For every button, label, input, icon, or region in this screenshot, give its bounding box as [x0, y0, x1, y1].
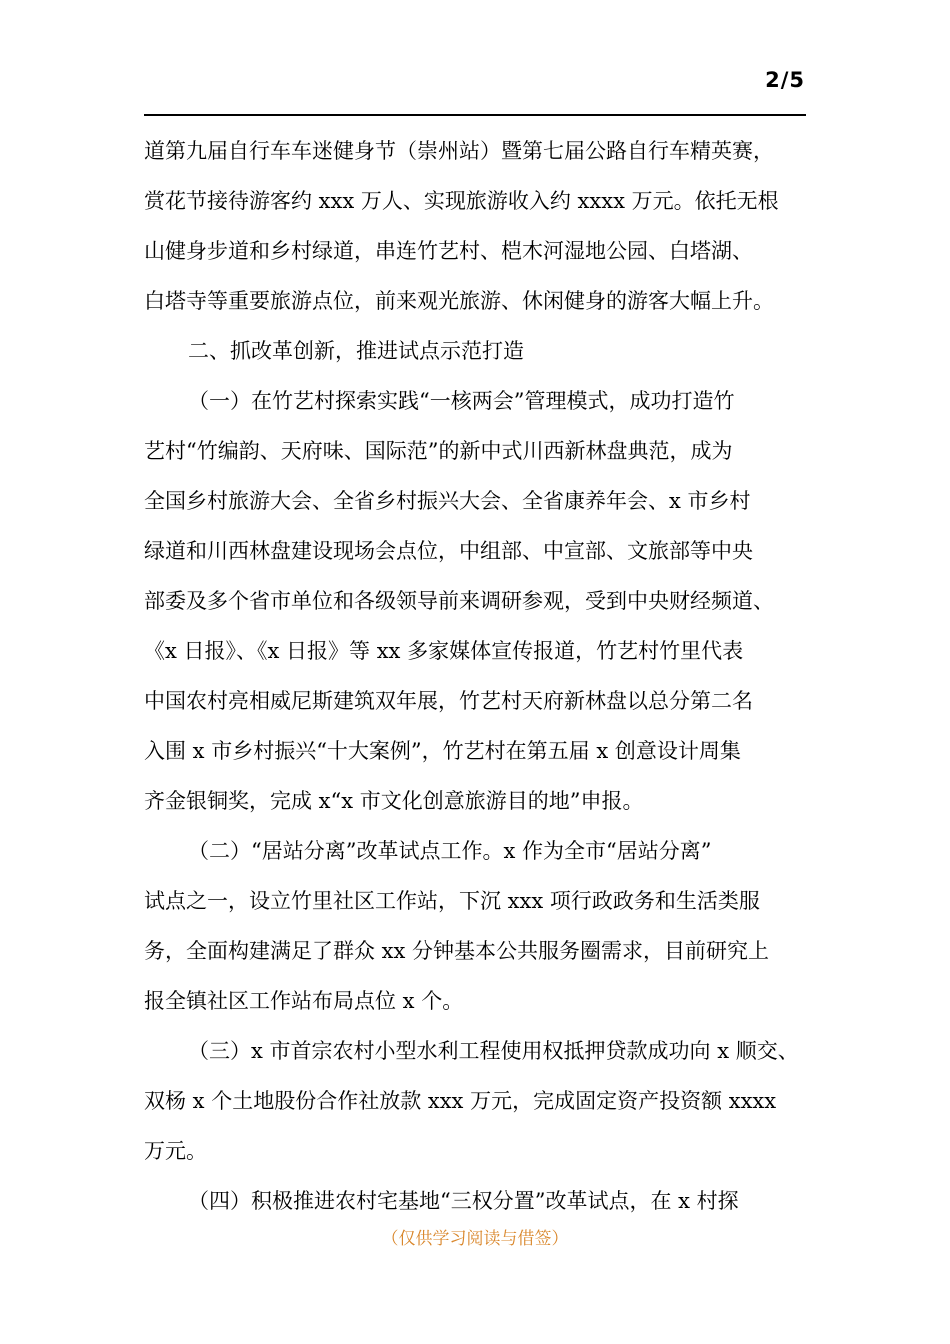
text-line: 白塔寺等重要旅游点位，前来观光旅游、休闲健身的游客大幅上升。: [144, 289, 774, 313]
text-line: 中国农村亮相威尼斯建筑双年展，竹艺村天府新林盘以总分第二名: [144, 689, 753, 713]
header-divider: [144, 114, 806, 116]
text-line: （四）积极推进农村宅基地“三权分置”改革试点，在 x 村探: [188, 1189, 739, 1213]
text-line: 艺村“竹编韵、天府味、国际范”的新中式川西新林盘典范，成为: [144, 439, 733, 463]
text-line: 道第九届自行车车迷健身节（崇州站）暨第七届公路自行车精英赛，: [144, 139, 774, 163]
text-line: 齐金银铜奖，完成 x“x 市文化创意旅游目的地”申报。: [144, 789, 644, 813]
text-line: 山健身步道和乡村绿道，串连竹艺村、桤木河湿地公园、白塔湖、: [144, 239, 753, 263]
text-line: 赏花节接待游客约 xxx 万人、实现旅游收入约 xxxx 万元。依托无根: [144, 189, 779, 213]
text-line: （二）“居站分离”改革试点工作。x 作为全市“居站分离”: [188, 839, 712, 863]
text-line: 《x 日报》、《x 日报》等 xx 多家媒体宣传报道，竹艺村竹里代表: [144, 639, 744, 663]
footer-note: （仅供学习阅读与借签）: [381, 1229, 569, 1249]
text-line: 试点之一，设立竹里社区工作站，下沉 xxx 项行政政务和生活类服: [144, 889, 760, 913]
page-number: 2/5: [765, 68, 805, 92]
text-line: （三）x 市首宗农村小型水利工程使用权抵押贷款成功向 x 顺交、: [188, 1039, 799, 1063]
text-line: 双杨 x 个土地股份合作社放款 xxx 万元，完成固定资产投资额 xxxx: [144, 1089, 777, 1113]
text-line: 部委及多个省市单位和各级领导前来调研参观，受到中央财经频道、: [144, 589, 774, 613]
text-line: 入围 x 市乡村振兴“十大案例”，竹艺村在第五届 x 创意设计周集: [144, 739, 741, 763]
text-line: 全国乡村旅游大会、全省乡村振兴大会、全省康养年会、x 市乡村: [144, 489, 751, 513]
text-line: 绿道和川西林盘建设现场会点位，中组部、中宣部、文旅部等中央: [144, 539, 753, 563]
text-line: 万元。: [144, 1139, 207, 1163]
document-body: [144, 126, 806, 1226]
text-line: （一）在竹艺村探索实践“一核两会”管理模式，成功打造竹: [188, 389, 735, 413]
text-line: 报全镇社区工作站布局点位 x 个。: [144, 989, 464, 1013]
section-heading: 二、抓改革创新，推进试点示范打造: [188, 339, 524, 363]
text-line: 务，全面构建满足了群众 xx 分钟基本公共服务圈需求，目前研究上: [144, 939, 770, 963]
